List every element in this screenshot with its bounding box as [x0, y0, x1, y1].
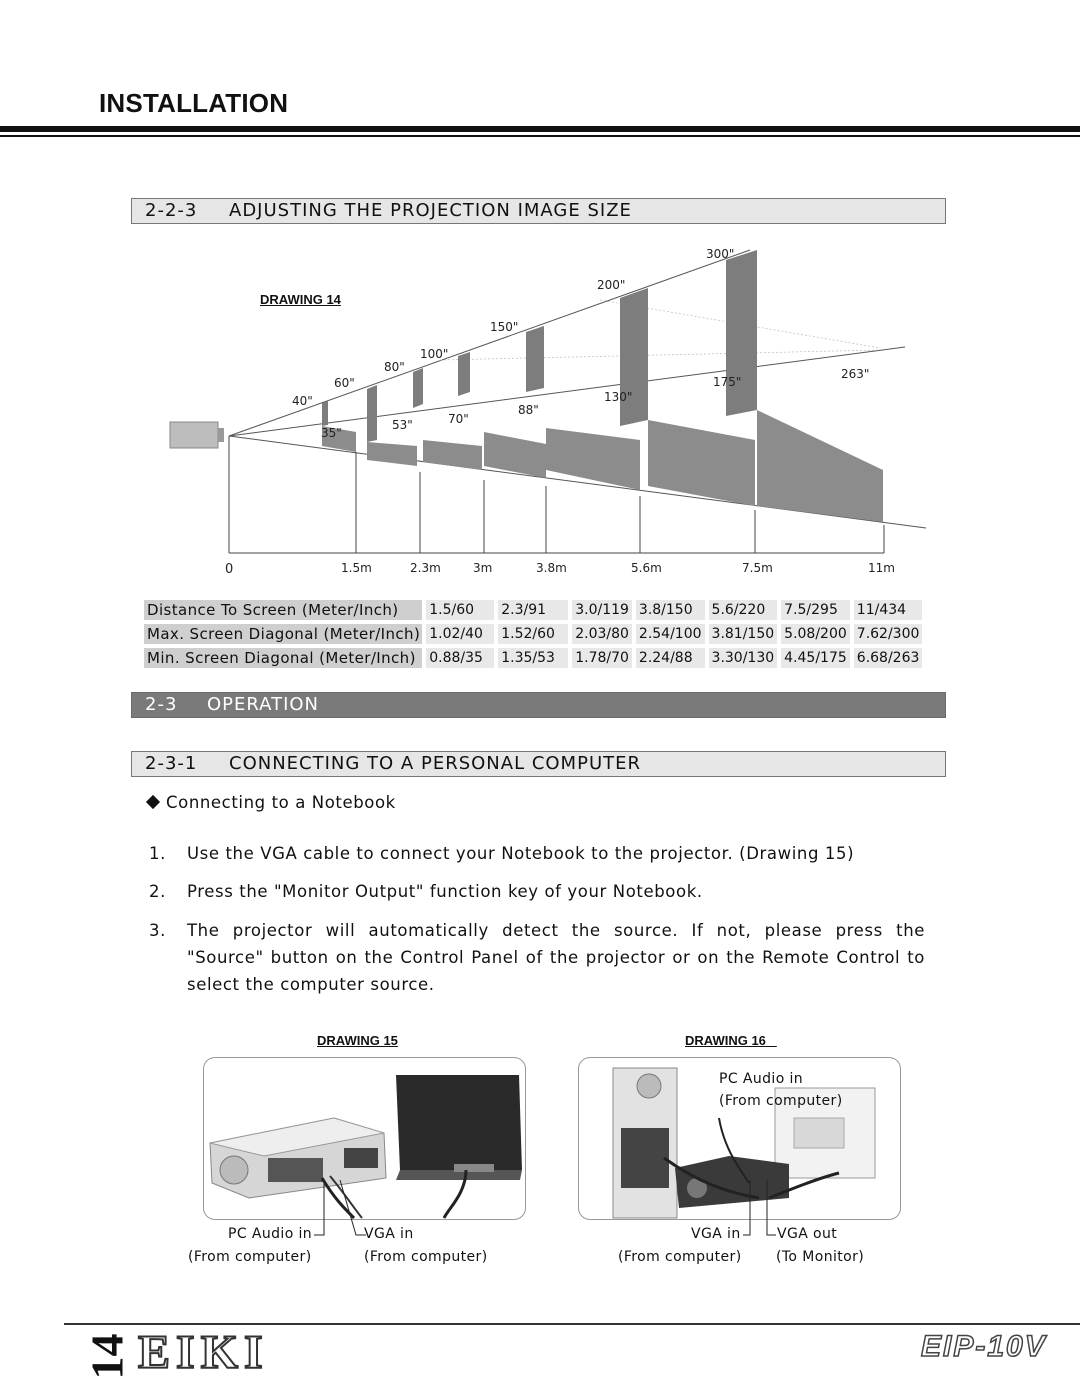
- step-text: Press the "Monitor Output" function key of your Notebook.: [187, 882, 703, 901]
- table-cell: 1.35/53: [498, 648, 572, 668]
- caption-pc-audio-sub: (From computer): [188, 1249, 312, 1265]
- row-label: Distance To Screen (Meter/Inch): [144, 600, 426, 620]
- max-size-label: 300": [706, 247, 735, 261]
- page-number: 14: [81, 1333, 133, 1380]
- table-cell: 7.62/300: [854, 624, 927, 644]
- max-screens: [322, 250, 757, 442]
- distance-label: 0: [225, 562, 234, 577]
- min-size-label: 53": [392, 418, 413, 432]
- max-size-label: 80": [384, 360, 405, 374]
- table-cell: 3.8/150: [636, 600, 709, 620]
- projection-size-diagram: [160, 240, 940, 585]
- drawing-16-label: [685, 1033, 777, 1048]
- beam-line: [229, 250, 750, 436]
- projector-vent: [344, 1148, 378, 1168]
- caption-pc-audio: PC Audio in: [719, 1071, 804, 1087]
- max-screen-300: [726, 250, 757, 416]
- max-screen-100: [458, 352, 470, 396]
- table-cell: 5.08/200: [781, 624, 854, 644]
- max-size-label: 40": [292, 394, 313, 408]
- caption-vga-out-sub: (To Monitor): [776, 1249, 865, 1265]
- notebook-ports: [454, 1164, 494, 1172]
- table-cell: 4.45/175: [781, 648, 854, 668]
- table-cell: 0.88/35: [426, 648, 498, 668]
- section-title: OPERATION: [207, 694, 320, 715]
- beam-line: [229, 347, 905, 436]
- header-rule: [0, 126, 1080, 132]
- table-cell: 11/434: [854, 600, 927, 620]
- step-item: [149, 917, 925, 998]
- max-screen-40: [322, 401, 328, 426]
- table-cell: 2.3/91: [498, 600, 572, 620]
- bullet-text: Connecting to a Notebook: [166, 793, 396, 812]
- max-screen-80: [413, 368, 423, 408]
- max-screen-150: [526, 326, 544, 392]
- callout-line: [767, 1180, 776, 1235]
- caption-vga-in-sub: (From computer): [364, 1249, 488, 1265]
- step-number: 1.: [149, 844, 166, 863]
- min-screen-70: [423, 440, 482, 470]
- projector-lens: [218, 428, 224, 442]
- caption-vga-in: VGA in: [691, 1226, 741, 1242]
- min-size-label: 35": [321, 426, 342, 440]
- callout-lines: [740, 1180, 780, 1242]
- min-size-label: 130": [604, 390, 633, 404]
- distance-label: 5.6m: [631, 561, 662, 575]
- min-size-label: 88": [518, 403, 539, 417]
- section-number: 2-2-3: [145, 200, 198, 221]
- callout-line: [743, 1180, 750, 1235]
- callout-line: [340, 1180, 366, 1235]
- section-heading-adjusting: [131, 198, 946, 224]
- row-label: Min. Screen Diagonal (Meter/Inch): [144, 648, 426, 668]
- section-title: ADJUSTING THE PROJECTION IMAGE SIZE: [229, 200, 632, 221]
- step-item: [149, 840, 925, 867]
- distance-label: 11m: [868, 561, 895, 575]
- step-item: [149, 878, 925, 905]
- table-cell: 3.30/130: [709, 648, 782, 668]
- table-cell: 3.0/119: [572, 600, 636, 620]
- table-row: [144, 600, 926, 620]
- step-text: Use the VGA cable to connect your Notebook to the projector. (Drawing 15): [187, 844, 855, 863]
- fan-icon: [637, 1074, 661, 1098]
- caption-vga-out: VGA out: [777, 1226, 838, 1242]
- model-name: EIP-10V: [921, 1330, 1047, 1363]
- table-row: [144, 648, 926, 668]
- distance-label: 3m: [473, 561, 493, 575]
- max-screen-60: [367, 385, 377, 442]
- page-title: INSTALLATION: [99, 88, 289, 118]
- caption-vga-in-sub: (From computer): [618, 1249, 742, 1265]
- min-size-label: 70": [448, 412, 469, 426]
- table-cell: 1.02/40: [426, 624, 498, 644]
- table-cell: 5.6/220: [709, 600, 782, 620]
- callout-line: [314, 1180, 324, 1235]
- section-number: 2-3: [145, 694, 178, 715]
- drawing-15-label: DRAWING 15: [317, 1033, 398, 1048]
- table-cell: 1.52/60: [498, 624, 572, 644]
- step-text: The projector will automatically detect the source. If not, please press the "Source" button on the Control Panel of the projector or on the Remote Control to select the computer source.: [187, 921, 925, 994]
- min-size-label: 175": [713, 375, 742, 389]
- section-heading-connecting: [131, 751, 946, 777]
- distance-label: 2.3m: [410, 561, 441, 575]
- min-size-label: 263": [841, 367, 870, 381]
- caption-vga-in: VGA in: [364, 1226, 414, 1242]
- min-screen-130: [546, 428, 640, 490]
- callout-lines: [310, 1180, 370, 1242]
- step-number: 2.: [149, 882, 166, 901]
- drawing-16-label-text: DRAWING 16: [685, 1033, 766, 1048]
- caption-text: PC Audio in: [228, 1226, 313, 1242]
- step-number: 3.: [149, 921, 166, 940]
- max-size-label: 60": [334, 376, 355, 390]
- projector-shape: [170, 422, 218, 448]
- pc-slots: [621, 1128, 669, 1188]
- drawing-14-label: DRAWING 14: [260, 292, 341, 307]
- section-title: CONNECTING TO A PERSONAL COMPUTER: [229, 753, 641, 774]
- distance-label: 1.5m: [341, 561, 372, 575]
- distance-label: 7.5m: [742, 561, 773, 575]
- projector-io-panel: [268, 1158, 323, 1182]
- table-cell: 2.24/88: [636, 648, 709, 668]
- row-label: Max. Screen Diagonal (Meter/Inch): [144, 624, 426, 644]
- table-cell: 6.68/263: [854, 648, 927, 668]
- min-screen-263: [757, 410, 883, 522]
- table-cell: 2.54/100: [636, 624, 709, 644]
- table-row: [144, 624, 926, 644]
- distance-label: 3.8m: [536, 561, 567, 575]
- section-heading-operation: [131, 692, 946, 718]
- table-cell: 2.03/80: [572, 624, 636, 644]
- caption-pc-audio: [228, 1226, 312, 1242]
- projector-lens: [220, 1156, 248, 1184]
- max-size-label: 200": [597, 278, 626, 292]
- caption-pc-audio-sub: (From computer): [719, 1093, 843, 1109]
- table-cell: 3.81/150: [709, 624, 782, 644]
- max-size-label: 150": [490, 320, 519, 334]
- diamond-bullet-icon: [146, 795, 160, 809]
- notebook-lid: [396, 1075, 522, 1170]
- max-screen-200: [620, 288, 648, 426]
- monitor-label: [794, 1118, 844, 1148]
- notebook-bullet: [145, 793, 396, 812]
- table-cell: 1.78/70: [572, 648, 636, 668]
- brand-logo: EIKI: [138, 1326, 269, 1379]
- table-cell: 1.5/60: [426, 600, 498, 620]
- max-size-label: 100": [420, 347, 449, 361]
- min-screen-53: [367, 442, 417, 466]
- throw-distance-table: [144, 596, 926, 672]
- header-rule-thin: [0, 135, 1080, 137]
- section-number: 2-3-1: [145, 753, 198, 774]
- table-cell: 7.5/295: [781, 600, 854, 620]
